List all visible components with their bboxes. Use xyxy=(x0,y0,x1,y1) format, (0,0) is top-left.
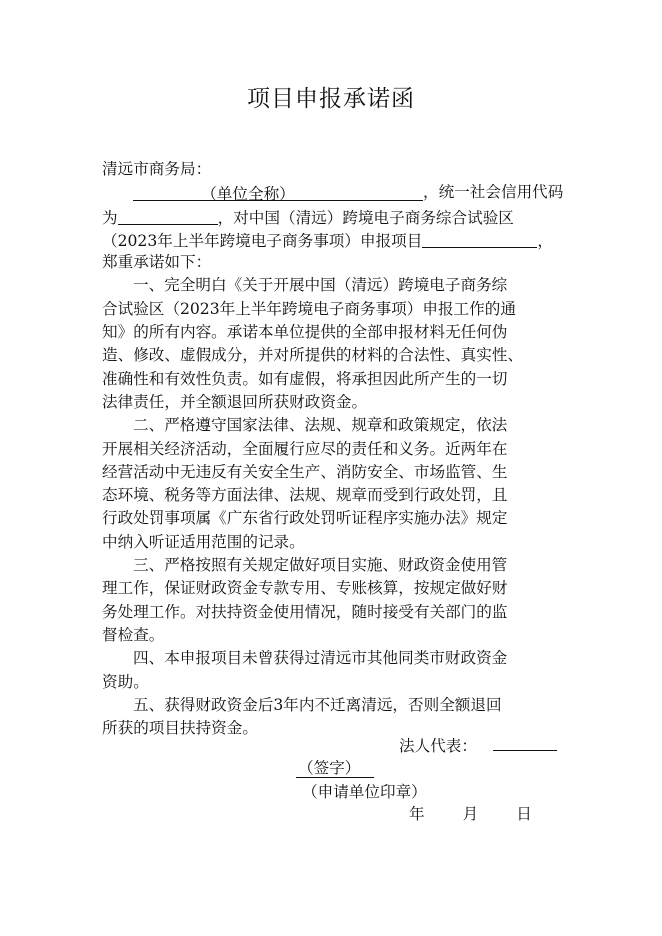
commitment-2-line: 行政处罚事项属《广东省行政处罚听证程序实施办法》规定 xyxy=(102,509,508,528)
page-title: 项目申报承诺函 xyxy=(247,86,415,112)
commitment-5-line: 五、获得财政资金后3年内不迁离清远，否则全额退回 xyxy=(133,695,502,714)
legal-rep-row xyxy=(399,734,557,756)
commitment-1-line: 一、完全明白《关于开展中国（清远）跨境电子商务综 xyxy=(133,276,508,295)
intro-line-2-prefix: 为 xyxy=(102,208,118,227)
commitment-items xyxy=(102,274,562,740)
intro-line-3 xyxy=(102,228,562,251)
commitment-1-line: 合试验区（2023年上半年跨境电子商务事项）申报工作的通 xyxy=(102,299,516,318)
commitment-3-line: 理工作，保证财政资金专款专用、专账核算，按规定做好财 xyxy=(102,579,508,598)
intro-line-4: 郑重承诺如下： xyxy=(102,253,212,272)
commitment-2-line: 经营活动中无违反有关安全生产、消防安全、市场监管、生 xyxy=(102,462,508,481)
commitment-3-line: 督检查。 xyxy=(102,625,165,644)
intro-line-1 xyxy=(102,181,562,204)
date-year: 年 xyxy=(409,805,425,823)
project-name-blank xyxy=(422,230,537,248)
letter-body xyxy=(102,158,562,740)
commitment-2-line: 态环境、税务等方面法律、法规、规章而受到行政处罚，且 xyxy=(102,486,508,505)
commitment-2-line: 开展相关经济活动，全面履行应尽的责任和义务。近两年在 xyxy=(102,439,508,458)
unit-name-blank xyxy=(133,183,423,204)
commitment-1-line: 知》的所有内容。承诺本单位提供的全部申报材料无任何伪 xyxy=(102,323,508,342)
commitment-3-line: 三、严格按照有关规定做好项目实施、财政资金使用管 xyxy=(133,556,508,575)
commitment-3-line: 务处理工作。对扶持资金使用情况，随时接受有关部门的监 xyxy=(102,602,508,621)
intro-line-3-text: （2023年上半年跨境电子商务事项）申报项目 xyxy=(102,231,423,250)
intro-line-2-text: ，对中国（清远）跨境电子商务综合试验区 xyxy=(217,208,514,227)
date-row xyxy=(409,802,532,824)
date-month: 月 xyxy=(462,805,479,823)
seal-label: （申请单位印章） xyxy=(302,783,427,801)
sign-row xyxy=(296,756,374,778)
legal-rep-label: 法人代表： xyxy=(399,737,477,755)
commitment-2-line: 中纳入听证适用范围的记录。 xyxy=(102,532,305,551)
commitment-1-line: 法律责任，并全额退回所获财政资金。 xyxy=(102,392,368,411)
intro-line-2 xyxy=(102,205,562,228)
commitment-1-line: 造、修改、虚假成分，并对所提供的材料的合法性、真实性、 xyxy=(102,346,524,365)
commitment-5-line: 所获的项目扶持资金。 xyxy=(102,719,258,738)
commitment-4-line: 资助。 xyxy=(102,672,149,691)
date-day: 日 xyxy=(516,805,532,823)
commitment-2-line: 二、严格遵守国家法律、法规、规章和政策规定，依法 xyxy=(133,416,508,435)
intro-line-1-text: ，统一社会信用代码 xyxy=(423,183,564,202)
unit-name-placeholder: （单位全称） xyxy=(201,185,295,204)
commitment-4-line: 四、本申报项目未曾获得过清远市其他同类市财政资金 xyxy=(133,649,508,668)
legal-rep-signature-line xyxy=(493,734,557,751)
sign-label: （签字） xyxy=(296,759,374,778)
commitment-1-line: 准确性和有效性负责。如有虚假，将承担因此所产生的一切 xyxy=(102,369,508,388)
credit-code-blank xyxy=(118,207,218,225)
intro-line-3-end: ， xyxy=(537,231,553,250)
addressee: 清远市商务局： xyxy=(102,160,212,178)
